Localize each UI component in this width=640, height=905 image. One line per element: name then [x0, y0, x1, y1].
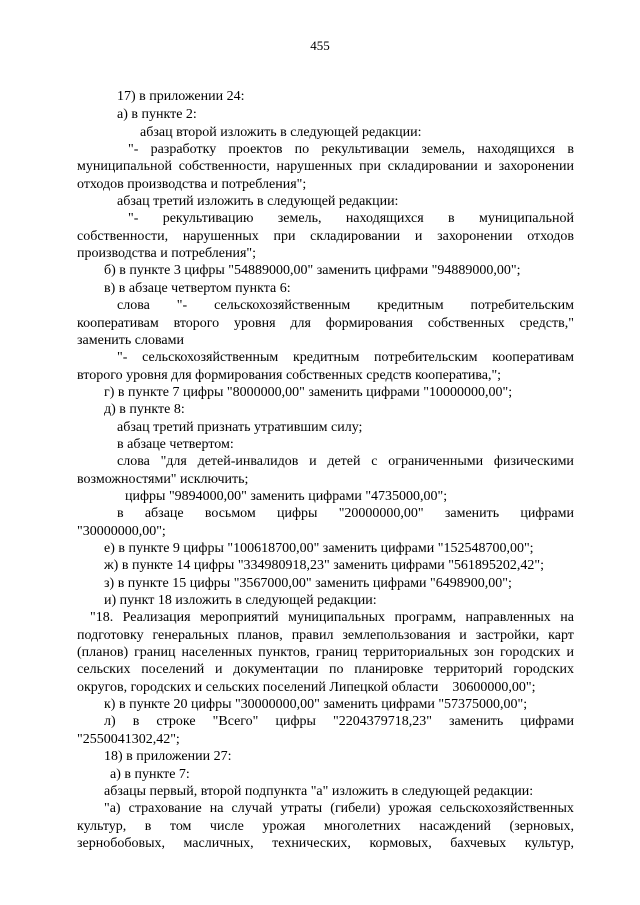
- text-line: ж) в пункте 14 цифры "334980918,23" заменить цифрами "561895202,42";: [104, 558, 545, 573]
- text-line: сельских поселений и документации по планировке территорий городских: [77, 662, 574, 677]
- text-line: "- рекультивацию земель, находящихся в муниципальной: [128, 211, 574, 226]
- text-line: заменить словами: [77, 333, 184, 348]
- text-line: подготовку генеральных планов, правил землепользования и застройки, карт: [77, 628, 574, 643]
- text-line: г) в пункте 7 цифры "8000000,00" заменить цифрами "10000000,00";: [104, 385, 513, 400]
- text-line: (планов) границ населенных пунктов, границ территориальных зон городских и: [77, 645, 574, 660]
- text-line: к) в пункте 20 цифры "30000000,00" заменить цифрами "57375000,00";: [104, 697, 528, 712]
- text-line: абзац третий признать утратившим силу;: [117, 420, 363, 435]
- text-line: "а) страхование на случай утраты (гибели) урожая сельскохозяйственных: [104, 801, 574, 816]
- text-line: и) пункт 18 изложить в следующей редакции:: [104, 593, 377, 608]
- text-line: д) в пункте 8:: [104, 402, 185, 417]
- text-line: "18. Реализация мероприятий муниципальных программ, направленных на: [90, 610, 574, 625]
- text-line: "- разработку проектов по рекультивации земель, находящихся в: [128, 142, 574, 157]
- text-line: абзац третий изложить в следующей редакции:: [117, 194, 399, 209]
- page-number: 455: [310, 38, 330, 53]
- text-line: слова "для детей-инвалидов и детей с ограниченными физическими: [117, 454, 574, 469]
- text-line: 18) в приложении 27:: [104, 749, 232, 764]
- text-line: л) в строке "Всего" цифры "2204379718,23" заменить цифрами: [104, 714, 574, 729]
- text-line: "2550041302,42";: [77, 732, 180, 747]
- text-line: цифры "9894000,00" заменить цифрами "4735000,00";: [125, 489, 448, 504]
- text-line: собственности, нарушенных при складировании и захоронении отходов: [77, 229, 574, 244]
- text-line: в абзаце восьмом цифры "20000000,00" заменить цифрами: [117, 506, 574, 521]
- text-line: "- сельскохозяйственным кредитным потребительским кооперативам: [117, 350, 574, 365]
- text-line: округов, городских и сельских поселений Липецкой области 30600000,00";: [77, 680, 536, 695]
- text-line: абзацы первый, второй подпункта "а" изложить в следующей редакции:: [104, 784, 534, 799]
- text-line: з) в пункте 15 цифры "3567000,00" заменить цифрами "6498900,00";: [104, 576, 512, 591]
- text-line: культур, в том числе урожая многолетних насаждений (зерновых,: [77, 819, 574, 834]
- text-line: б) в пункте 3 цифры "54889000,00" заменить цифрами "94889000,00";: [104, 263, 521, 278]
- text-line: 17) в приложении 24:: [117, 89, 245, 104]
- text-line: зернобобовых, масличных, технических, кормовых, бахчевых культур,: [77, 836, 574, 851]
- text-line: отходов производства и потребления";: [77, 177, 307, 192]
- text-line: слова "- сельскохозяйственным кредитным потребительским: [117, 298, 574, 313]
- text-line: а) в пункте 2:: [117, 107, 197, 122]
- text-line: абзац второй изложить в следующей редакции:: [140, 125, 422, 140]
- text-line: производства и потребления";: [77, 246, 257, 261]
- text-line: е) в пункте 9 цифры "100618700,00" заменить цифрами "152548700,00";: [104, 541, 534, 556]
- text-line: возможностями" исключить;: [77, 472, 249, 487]
- text-line: кооперативам второго уровня для формирования собственных средств,": [77, 316, 574, 331]
- text-line: второго уровня для формирования собственных средств кооператива,";: [77, 368, 502, 383]
- text-line: "30000000,00";: [77, 524, 166, 539]
- text-line: в) в абзаце четвертом пункта 6:: [104, 281, 291, 296]
- text-line: муниципальной собственности, нарушенных при складировании и захоронении: [77, 159, 574, 174]
- text-line: в абзаце четвертом:: [117, 437, 234, 452]
- text-line: а) в пункте 7:: [110, 767, 190, 782]
